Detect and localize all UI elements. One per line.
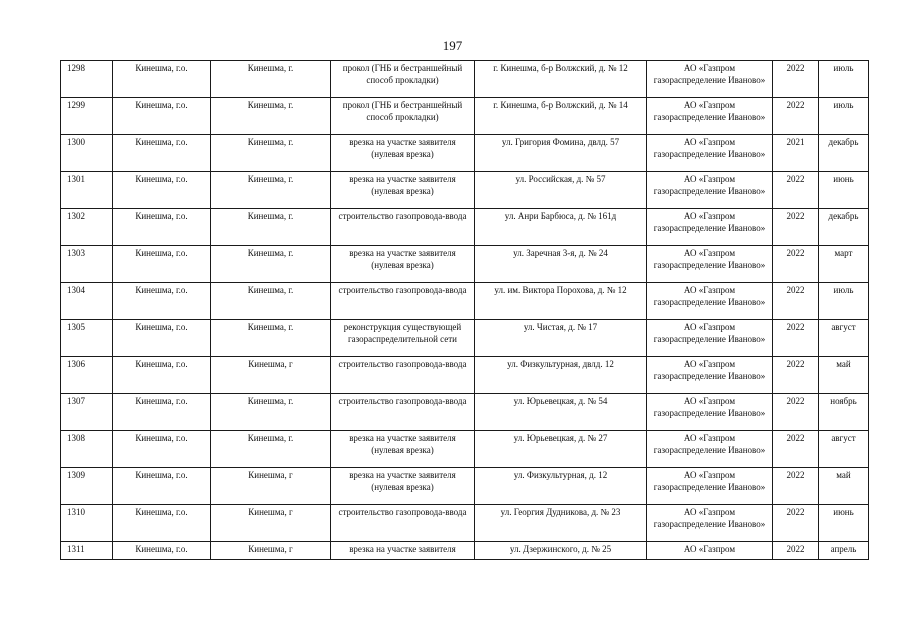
- month-cell: май: [819, 468, 869, 505]
- organization-cell: АО «Газпром газораспределение Иваново»: [647, 505, 773, 542]
- district-cell: Кинешма, г.о.: [113, 357, 211, 394]
- row-number: 1307: [61, 394, 113, 431]
- settlement-cell: Кинешма, г.: [211, 209, 331, 246]
- month-cell: апрель: [819, 542, 869, 560]
- row-number: 1306: [61, 357, 113, 394]
- year-cell: 2022: [773, 542, 819, 560]
- district-cell: Кинешма, г.о.: [113, 431, 211, 468]
- year-cell: 2022: [773, 246, 819, 283]
- address-cell: ул. Дзержинского, д. № 25: [475, 542, 647, 560]
- organization-cell: АО «Газпром: [647, 542, 773, 560]
- year-cell: 2022: [773, 320, 819, 357]
- district-cell: Кинешма, г.о.: [113, 209, 211, 246]
- table-row: [61, 468, 869, 505]
- table-row: [61, 394, 869, 431]
- year-cell: 2022: [773, 172, 819, 209]
- settlement-cell: Кинешма, г.: [211, 61, 331, 98]
- month-cell: ноябрь: [819, 394, 869, 431]
- organization-cell: АО «Газпром газораспределение Иваново»: [647, 320, 773, 357]
- settlement-cell: Кинешма, г: [211, 542, 331, 560]
- row-number: 1298: [61, 61, 113, 98]
- organization-cell: АО «Газпром газораспределение Иваново»: [647, 394, 773, 431]
- address-cell: ул. им. Виктора Порохова, д. № 12: [475, 283, 647, 320]
- address-cell: г. Кинешма, б-р Волжский, д. № 12: [475, 61, 647, 98]
- year-cell: 2022: [773, 283, 819, 320]
- year-cell: 2022: [773, 61, 819, 98]
- month-cell: август: [819, 320, 869, 357]
- row-number: 1302: [61, 209, 113, 246]
- table-row: [61, 61, 869, 98]
- year-cell: 2022: [773, 468, 819, 505]
- year-cell: 2021: [773, 135, 819, 172]
- organization-cell: АО «Газпром газораспределение Иваново»: [647, 61, 773, 98]
- work-type-cell: врезка на участке заявителя (нулевая врезка): [331, 468, 475, 505]
- district-cell: Кинешма, г.о.: [113, 61, 211, 98]
- row-number: 1301: [61, 172, 113, 209]
- district-cell: Кинешма, г.о.: [113, 505, 211, 542]
- month-cell: декабрь: [819, 209, 869, 246]
- address-cell: ул. Григория Фомина, двлд. 57: [475, 135, 647, 172]
- year-cell: 2022: [773, 394, 819, 431]
- settlement-cell: Кинешма, г.: [211, 98, 331, 135]
- address-cell: ул. Физкультурная, д. 12: [475, 468, 647, 505]
- month-cell: июль: [819, 61, 869, 98]
- month-cell: май: [819, 357, 869, 394]
- organization-cell: АО «Газпром газораспределение Иваново»: [647, 135, 773, 172]
- district-cell: Кинешма, г.о.: [113, 542, 211, 560]
- address-cell: ул. Заречная 3-я, д. № 24: [475, 246, 647, 283]
- address-cell: ул. Чистая, д. № 17: [475, 320, 647, 357]
- organization-cell: АО «Газпром газораспределение Иваново»: [647, 283, 773, 320]
- work-type-cell: врезка на участке заявителя: [331, 542, 475, 560]
- organization-cell: АО «Газпром газораспределение Иваново»: [647, 246, 773, 283]
- work-type-cell: строительство газопровода-ввода: [331, 209, 475, 246]
- district-cell: Кинешма, г.о.: [113, 320, 211, 357]
- work-type-cell: реконструкция существующей газораспределительной сети: [331, 320, 475, 357]
- year-cell: 2022: [773, 357, 819, 394]
- table-row: [61, 246, 869, 283]
- row-number: 1304: [61, 283, 113, 320]
- settlement-cell: Кинешма, г: [211, 505, 331, 542]
- settlement-cell: Кинешма, г.: [211, 320, 331, 357]
- work-type-cell: врезка на участке заявителя (нулевая врезка): [331, 246, 475, 283]
- month-cell: июль: [819, 283, 869, 320]
- address-cell: г. Кинешма, б-р Волжский, д. № 14: [475, 98, 647, 135]
- registry-table: [60, 60, 869, 560]
- year-cell: 2022: [773, 209, 819, 246]
- settlement-cell: Кинешма, г.: [211, 135, 331, 172]
- settlement-cell: Кинешма, г.: [211, 431, 331, 468]
- table-row: [61, 172, 869, 209]
- work-type-cell: строительство газопровода-ввода: [331, 505, 475, 542]
- month-cell: декабрь: [819, 135, 869, 172]
- year-cell: 2022: [773, 505, 819, 542]
- table-row: [61, 209, 869, 246]
- organization-cell: АО «Газпром газораспределение Иваново»: [647, 209, 773, 246]
- work-type-cell: врезка на участке заявителя (нулевая врезка): [331, 172, 475, 209]
- work-type-cell: прокол (ГНБ и бестраншейный способ прокладки): [331, 61, 475, 98]
- organization-cell: АО «Газпром газораспределение Иваново»: [647, 431, 773, 468]
- organization-cell: АО «Газпром газораспределение Иваново»: [647, 172, 773, 209]
- month-cell: июнь: [819, 505, 869, 542]
- row-number: 1310: [61, 505, 113, 542]
- year-cell: 2022: [773, 431, 819, 468]
- work-type-cell: прокол (ГНБ и бестраншейный способ прокладки): [331, 98, 475, 135]
- address-cell: ул. Георгия Дудникова, д. № 23: [475, 505, 647, 542]
- settlement-cell: Кинешма, г: [211, 468, 331, 505]
- table-row: [61, 431, 869, 468]
- district-cell: Кинешма, г.о.: [113, 172, 211, 209]
- row-number: 1311: [61, 542, 113, 560]
- page-number: 197: [442, 38, 463, 53]
- work-type-cell: врезка на участке заявителя (нулевая врезка): [331, 135, 475, 172]
- settlement-cell: Кинешма, г.: [211, 172, 331, 209]
- month-cell: март: [819, 246, 869, 283]
- district-cell: Кинешма, г.о.: [113, 246, 211, 283]
- table-row: [61, 98, 869, 135]
- settlement-cell: Кинешма, г.: [211, 246, 331, 283]
- settlement-cell: Кинешма, г.: [211, 394, 331, 431]
- table-row: [61, 320, 869, 357]
- district-cell: Кинешма, г.о.: [113, 283, 211, 320]
- row-number: 1299: [61, 98, 113, 135]
- organization-cell: АО «Газпром газораспределение Иваново»: [647, 98, 773, 135]
- district-cell: Кинешма, г.о.: [113, 468, 211, 505]
- address-cell: ул. Физкультурная, двлд. 12: [475, 357, 647, 394]
- table-row: [61, 357, 869, 394]
- district-cell: Кинешма, г.о.: [113, 394, 211, 431]
- month-cell: август: [819, 431, 869, 468]
- row-number: 1303: [61, 246, 113, 283]
- address-cell: ул. Анри Барбюса, д. № 161д: [475, 209, 647, 246]
- work-type-cell: врезка на участке заявителя (нулевая врезка): [331, 431, 475, 468]
- row-number: 1308: [61, 431, 113, 468]
- table-row: [61, 505, 869, 542]
- address-cell: ул. Российская, д. № 57: [475, 172, 647, 209]
- table-row: [61, 542, 869, 560]
- month-cell: июль: [819, 98, 869, 135]
- row-number: 1300: [61, 135, 113, 172]
- address-cell: ул. Юрьевецкая, д. № 54: [475, 394, 647, 431]
- month-cell: июнь: [819, 172, 869, 209]
- settlement-cell: Кинешма, г.: [211, 283, 331, 320]
- table-row: [61, 283, 869, 320]
- work-type-cell: строительство газопровода-ввода: [331, 357, 475, 394]
- district-cell: Кинешма, г.о.: [113, 98, 211, 135]
- organization-cell: АО «Газпром газораспределение Иваново»: [647, 357, 773, 394]
- address-cell: ул. Юрьевецкая, д. № 27: [475, 431, 647, 468]
- work-type-cell: строительство газопровода-ввода: [331, 394, 475, 431]
- work-type-cell: строительство газопровода-ввода: [331, 283, 475, 320]
- district-cell: Кинешма, г.о.: [113, 135, 211, 172]
- table-row: [61, 135, 869, 172]
- row-number: 1309: [61, 468, 113, 505]
- settlement-cell: Кинешма, г: [211, 357, 331, 394]
- row-number: 1305: [61, 320, 113, 357]
- organization-cell: АО «Газпром газораспределение Иваново»: [647, 468, 773, 505]
- year-cell: 2022: [773, 98, 819, 135]
